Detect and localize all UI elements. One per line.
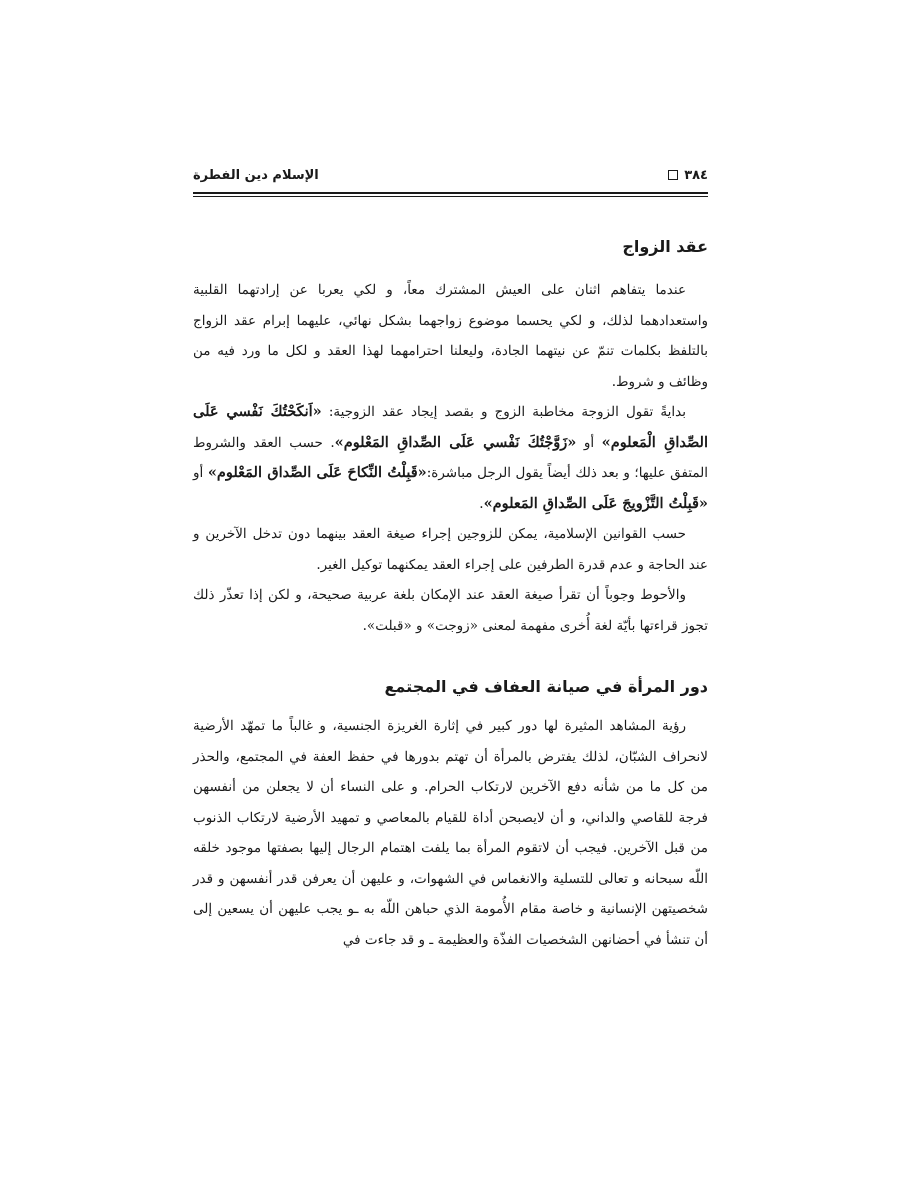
section-title-women-role: دور المرأة في صيانة العفاف في المجتمع — [384, 677, 708, 696]
section-title-marriage-contract: عقد الزواج — [622, 237, 708, 256]
header-rule-thick — [193, 192, 708, 194]
book-title: الإسلام دين الفطرة — [193, 167, 319, 183]
paragraph: حسب القوانين الإسلامية، يمكن للزوجين إجراء صيغة العقد بينهما دون تدخل الآخرين و عند الحاجة و عدم قدرة الطرفين على إجراء العقد يمكنهما توكيل الغير. — [193, 526, 708, 573]
paragraph: عندما يتفاهم اثنان على العيش المشترك معاً، و لكي يعربا عن إرادتهما القلبية واستعدادهما لذلك، و لكي يحسما موضوع زواجهما بشكل نهائي، عليهما إبرام عقد الزواج بالتلفظ بكلمات تنمّ عن نيتهما الجادة، وليعلنا احترامهما لهذا العقد و لكل ما ورد فيه من وظائف و شروط. — [193, 282, 708, 390]
header-rule-thin — [193, 196, 708, 197]
paragraph: والأحوط وجوباً أن تقرأ صيغة العقد عند الإمكان بلغة عربية صحيحة، و لكن إذا تعذّر ذلك تجوز قراءتها بأيّة لغة أُخرى مفهمة لمعنى «زوجت» و «قبلت». — [193, 587, 708, 634]
text-run: . حسب العقد والشروط المتفق عليها؛ و بعد ذلك أيضاً يقول الرجل مباشرة: — [193, 434, 709, 481]
text-run: بدايةً تقول الزوجة مخاطبة الزوج و بقصد إيجاد عقد الزوجية: — [321, 404, 686, 420]
running-header — [193, 160, 708, 190]
text-run: أو — [576, 434, 602, 451]
square-bullet-icon — [668, 170, 678, 180]
page-number-group — [668, 168, 708, 183]
page-number: ٣٨٤ — [684, 167, 708, 183]
paragraph — [193, 397, 708, 519]
section-body-marriage-contract — [193, 275, 708, 641]
paragraph: رؤية المشاهد المثيرة لها دور كبير في إثارة الغريزة الجنسية، و غالباً ما تمهّد الأرضية لانحراف الشبّان، لذلك يفترض بالمرأة أن تهتم بدورها في حفظ العفة في المجتمع، والحذر من كل ما من شأنه دفع الآخرين لارتكاب الحرام. و على النساء أن لا يجعلن من أنفسهن فرجة للقاصي والداني، و أن لايصبحن أداة للقيام بالمعاصي و تمهيد الأرضية لارتكاب الذنوب من قبل الآخرين. فيجب أن لاتقوم المرأة بما يلفت اهتمام الرجال إليها بصفتها موجود خلقه اللّه سبحانه و تعالى للتسلية والانغماس في الشهوات، و عليهن أن يعرفن قدر أنفسهن و قدر شخصيتهن الإنسانية و خاصة مقام الأُمومة الذي حباهن اللّه به ـو يجب عليهن أن يسعين إلى أن تنشأ في أحضانهن الشخصيات الفذّة والعظيمة ـ و قد جاءت في — [193, 718, 709, 948]
marriage-formula-quote: «زَوَّجْتُكَ نَفْسي عَلَى الصِّداقِ المَعْلوم» — [334, 433, 577, 451]
book-page — [193, 160, 708, 955]
text-run: أو — [193, 465, 208, 481]
text-run: . — [479, 495, 484, 512]
acceptance-formula-quote: «قَبِلْتُ التَّزْويجَ عَلَى الصِّداقِ المَعلوم» — [483, 494, 708, 512]
acceptance-formula-quote: «قَبِلْتُ النِّكاحَ عَلَى الصِّداق المَعْلوم» — [207, 464, 427, 481]
section-body-women-role — [193, 711, 708, 955]
marriage-formula-quote: «اَنكَحْتُكَ نَفْسي عَلَى الصِّداقِ الْمَعلوم» — [193, 403, 708, 451]
